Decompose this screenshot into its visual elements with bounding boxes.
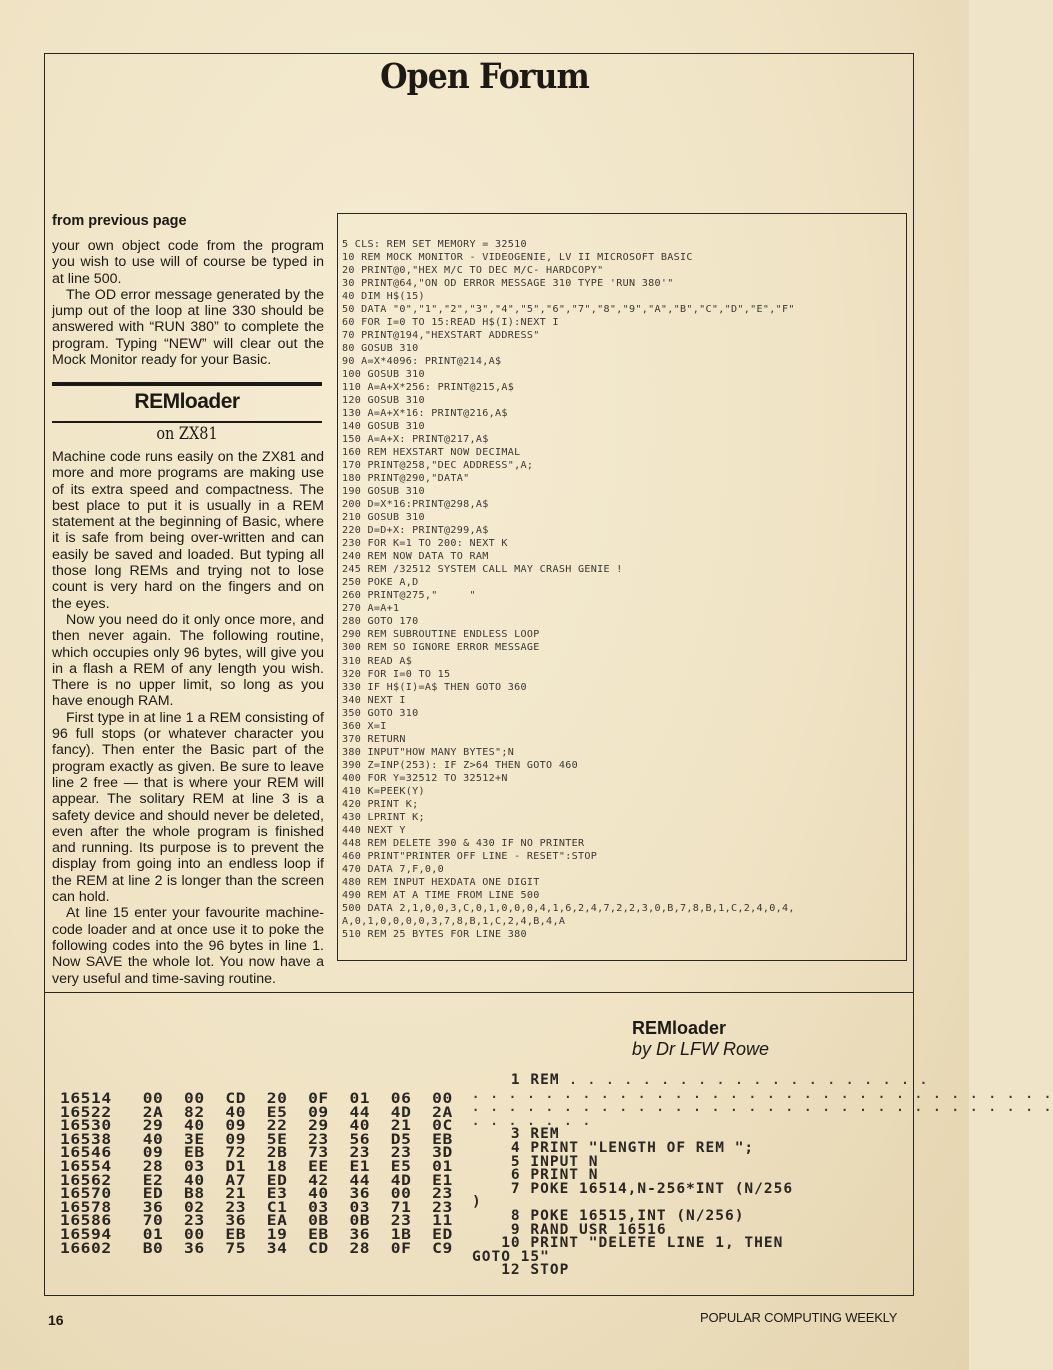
program-listing <box>342 238 907 941</box>
listing-line: 448 REM DELETE 390 & 430 IF NO PRINTER <box>342 837 585 849</box>
listing-line: 440 NEXT Y <box>342 824 406 836</box>
listing-line: 250 POKE A,D <box>342 577 419 589</box>
listing-line: 390 Z=INP(253): IF Z>64 THEN GOTO 460 <box>342 759 578 771</box>
paragraph: At line 15 enter your favourite machine-code loader and at once use it to poke the following codes into the 96 bytes in line 1. Now SAVE the whole lot. You now have a very useful and time-saving routine. <box>52 905 324 987</box>
listing-line: 480 REM INPUT HEXDATA ONE DIGIT <box>342 876 540 888</box>
heading-rule-thin <box>52 421 322 423</box>
hex-row: 16514 00 00 CD 20 0F 01 06 00 <box>60 1091 453 1107</box>
byline-title: REMloader <box>632 1018 727 1038</box>
listing-line: 5 CLS: REM SET MEMORY = 32510 <box>342 239 527 250</box>
hex-row: 16594 01 00 EB 19 EB 36 1B ED <box>60 1226 453 1243</box>
listing-line: 420 PRINT K; <box>342 798 419 810</box>
basic-line <box>472 1086 1053 1102</box>
listing-line: 260 PRINT@275," " <box>342 590 476 602</box>
article-body <box>52 449 324 987</box>
listing-line: 20 PRINT@0,"HEX M/C TO DEC M/C- HARDCOPY" <box>342 265 604 277</box>
basic-line: 5 INPUT N <box>472 1153 599 1170</box>
from-previous-label: from previous page <box>52 213 187 229</box>
listing-line: 460 PRINT"PRINTER OFF LINE - RESET":STOP <box>342 850 598 862</box>
rem-dots: . . . . . . . <box>472 1113 592 1128</box>
basic-listing <box>472 1072 1053 1279</box>
listing-line: 310 READ A$ <box>342 655 413 667</box>
listing-line: 170 PRINT@258,"DEC ADDRESS",A; <box>342 460 534 472</box>
hex-row: 16578 36 02 23 C1 03 03 71 23 <box>60 1199 453 1216</box>
article-heading: REMloader <box>134 390 240 413</box>
paragraph: The OD error message generated by the jump out of the loop at line 330 should be answered with “RUN 380” to complete the program. Typing “NEW” will clear out the Mock Monitor ready for your Basic. <box>52 286 324 369</box>
listing-line: 300 REM SO IGNORE ERROR MESSAGE <box>342 642 540 654</box>
paragraph: Machine code runs easily on the ZX81 and more and more programs are making use of its extra speed and compactness. The best place to put it is usually in a REM statement at the beginning of Basic, where it is safe from being over-written and can easily be saved and loaded. But typing all those long REMs and trying not to lose count is very hard on the fingers and on the eyes. <box>52 449 324 612</box>
listing-line: 190 GOSUB 310 <box>342 486 425 498</box>
basic-line: 3 REM <box>472 1126 560 1143</box>
listing-line: 350 GOTO 310 <box>342 707 419 719</box>
hex-row: 16586 70 23 36 EA 0B 0B 23 11 <box>60 1213 453 1230</box>
listing-line: 270 A=A+1 <box>342 603 400 615</box>
hex-row: 16602 B0 36 75 34 CD 28 0F C9 <box>60 1240 453 1257</box>
listing-line: 330 IF H$(I)=A$ THEN GOTO 360 <box>342 681 527 693</box>
listing-line: 380 INPUT"HOW MANY BYTES";N <box>342 746 515 758</box>
basic-line: 10 PRINT "DELETE LINE 1, THEN <box>472 1235 784 1252</box>
hex-dump <box>60 1093 453 1256</box>
hex-row: 16522 2A 82 40 E5 09 44 4D 2A <box>60 1104 453 1121</box>
listing-line: 320 FOR I=0 TO 15 <box>342 668 451 680</box>
page-title: Open Forum <box>380 56 589 97</box>
listing-line: 110 A=A+X*256: PRINT@215,A$ <box>342 382 515 394</box>
listing-line: 220 D=D+X: PRINT@299,A$ <box>342 525 489 537</box>
basic-line: 8 POKE 16515,INT (N/256) <box>472 1207 745 1224</box>
listing-line: 130 A=A+X*16: PRINT@216,A$ <box>342 408 508 420</box>
listing-line: 240 REM NOW DATA TO RAM <box>342 551 489 563</box>
heading-rule <box>52 382 322 386</box>
rem-dots: . . . . . . . . . . . . . . . . . . . . . . . . . . . . . . . . <box>472 1100 1053 1115</box>
hex-row: 16530 29 40 09 22 29 40 21 0C <box>60 1118 453 1135</box>
continued-text <box>52 238 324 368</box>
listing-line: 430 LPRINT K; <box>342 811 425 823</box>
listing-line: 100 GOSUB 310 <box>342 369 425 381</box>
basic-line: ) <box>472 1194 482 1211</box>
hex-row: 16570 ED B8 21 E3 40 36 00 23 <box>60 1186 453 1203</box>
listing-line: 340 NEXT I <box>342 694 406 706</box>
hex-row: 16546 09 EB 72 2B 73 23 23 3D <box>60 1145 453 1162</box>
listing-line: 360 X=I <box>342 720 387 732</box>
basic-line: GOTO 15" <box>472 1248 550 1265</box>
listing-line: 10 REM MOCK MONITOR - VIDEOGENIE, LV II MICROSOFT BASIC <box>342 252 693 264</box>
listing-line: 500 DATA 2,1,0,0,3,C,0,1,0,0,0,4,1,6,2,4,7,2,2,3,0,B,7,8,B,1,C,2,4,0,4, <box>342 902 795 914</box>
listing-line: 90 A=X*4096: PRINT@214,A$ <box>342 356 502 368</box>
listing-line: 60 FOR I=0 TO 15:READ H$(I):NEXT I <box>342 317 559 329</box>
listing-line: 470 DATA 7,F,0,0 <box>342 863 445 875</box>
paragraph: your own object code from the program you wish to use will of course be typed in at line 500. <box>52 238 324 287</box>
listing-line: 210 GOSUB 310 <box>342 512 425 524</box>
listing-line: 490 REM AT A TIME FROM LINE 500 <box>342 889 540 901</box>
hex-row: 16538 40 3E 09 5E 23 56 D5 EB <box>60 1131 453 1148</box>
basic-line: 9 RAND USR 16516 <box>472 1221 667 1238</box>
listing-line: 40 DIM H$(15) <box>342 291 425 303</box>
hex-row: 16562 E2 40 A7 ED 42 44 4D E1 <box>60 1172 453 1189</box>
byline-author: by Dr LFW Rowe <box>632 1039 770 1059</box>
basic-line: 7 POKE 16514,N-256*INT (N/256 <box>472 1180 794 1197</box>
listing-line: 50 DATA "0","1","2","3","4","5","6","7","8","9","A","B","C","D","E","F" <box>342 304 795 316</box>
article-subheading: on ZX81 <box>156 424 218 444</box>
listing-line: 370 RETURN <box>342 733 406 745</box>
basic-line: 1 REM . . . . . . . . . . . . . . . . . . . . <box>472 1072 930 1088</box>
basic-line: 6 PRINT N <box>472 1167 599 1184</box>
listing-line: 160 REM HEXSTART NOW DECIMAL <box>342 447 521 459</box>
listing-line: 410 K=PEEK(Y) <box>342 785 425 797</box>
listing-line: 280 GOTO 170 <box>342 616 419 628</box>
rem-dots: . . . . . . . . . . . . . . . . . . . . . . . . . . . . . . . . <box>472 1086 1053 1101</box>
listing-line: 80 GOSUB 310 <box>342 343 419 355</box>
paragraph: Now you need do it only once more, and then never again. The following routine, which occupies only 96 bytes, will give you in a flash a REM of any length you wish. There is no upper limit, so long as you have enough RAM. <box>52 611 324 710</box>
paragraph: First type in at line 1 a REM consisting of 96 full stops (or whatever character you fancy). Then enter the Basic part of the program exactly as given. Be sure to leave line 2 free — that is where your REM will appear. The solitary REM at line 3 is a safety device and should never be deleted, even after the whole program is finished and running. Its purpose is to prevent the display from going into an endless loop if the REM at line 2 is longer than the screen can hold. <box>52 709 324 906</box>
page-number: 16 <box>48 1312 64 1328</box>
rem-dots: . . . . . . . . . . . . . . . . . . . . <box>569 1073 930 1087</box>
listing-line: 70 PRINT@194,"HEXSTART ADDRESS" <box>342 330 540 342</box>
listing-line: 30 PRINT@64,"ON OD ERROR MESSAGE 310 TYPE 'RUN 380'" <box>342 278 674 290</box>
listing-line: 245 REM /32512 SYSTEM CALL MAY CRASH GENIE ! <box>342 564 623 576</box>
listing-line: 200 D=X*16:PRINT@298,A$ <box>342 499 489 511</box>
basic-line: 12 STOP <box>472 1262 570 1279</box>
hex-row: 16554 28 03 D1 18 EE E1 E5 01 <box>60 1158 453 1175</box>
basic-line <box>472 1100 1053 1115</box>
listing-line: 400 FOR Y=32512 TO 32512+N <box>342 772 508 784</box>
listing-line: 180 PRINT@290,"DATA" <box>342 473 470 485</box>
basic-line: 4 PRINT "LENGTH OF REM "; <box>472 1139 755 1156</box>
listing-line: A,0,1,0,0,0,0,3,7,8,B,1,C,2,4,B,4,A <box>342 915 566 927</box>
listing-line: 510 REM 25 BYTES FOR LINE 380 <box>342 928 527 940</box>
listing-line: 140 GOSUB 310 <box>342 421 425 433</box>
listing-line: 120 GOSUB 310 <box>342 395 425 407</box>
listing-line: 290 REM SUBROUTINE ENDLESS LOOP <box>342 629 540 641</box>
listing-line: 150 A=A+X: PRINT@217,A$ <box>342 434 489 446</box>
publication-name: POPULAR COMPUTING WEEKLY <box>700 1310 898 1325</box>
listing-line: 230 FOR K=1 TO 200: NEXT K <box>342 538 508 550</box>
